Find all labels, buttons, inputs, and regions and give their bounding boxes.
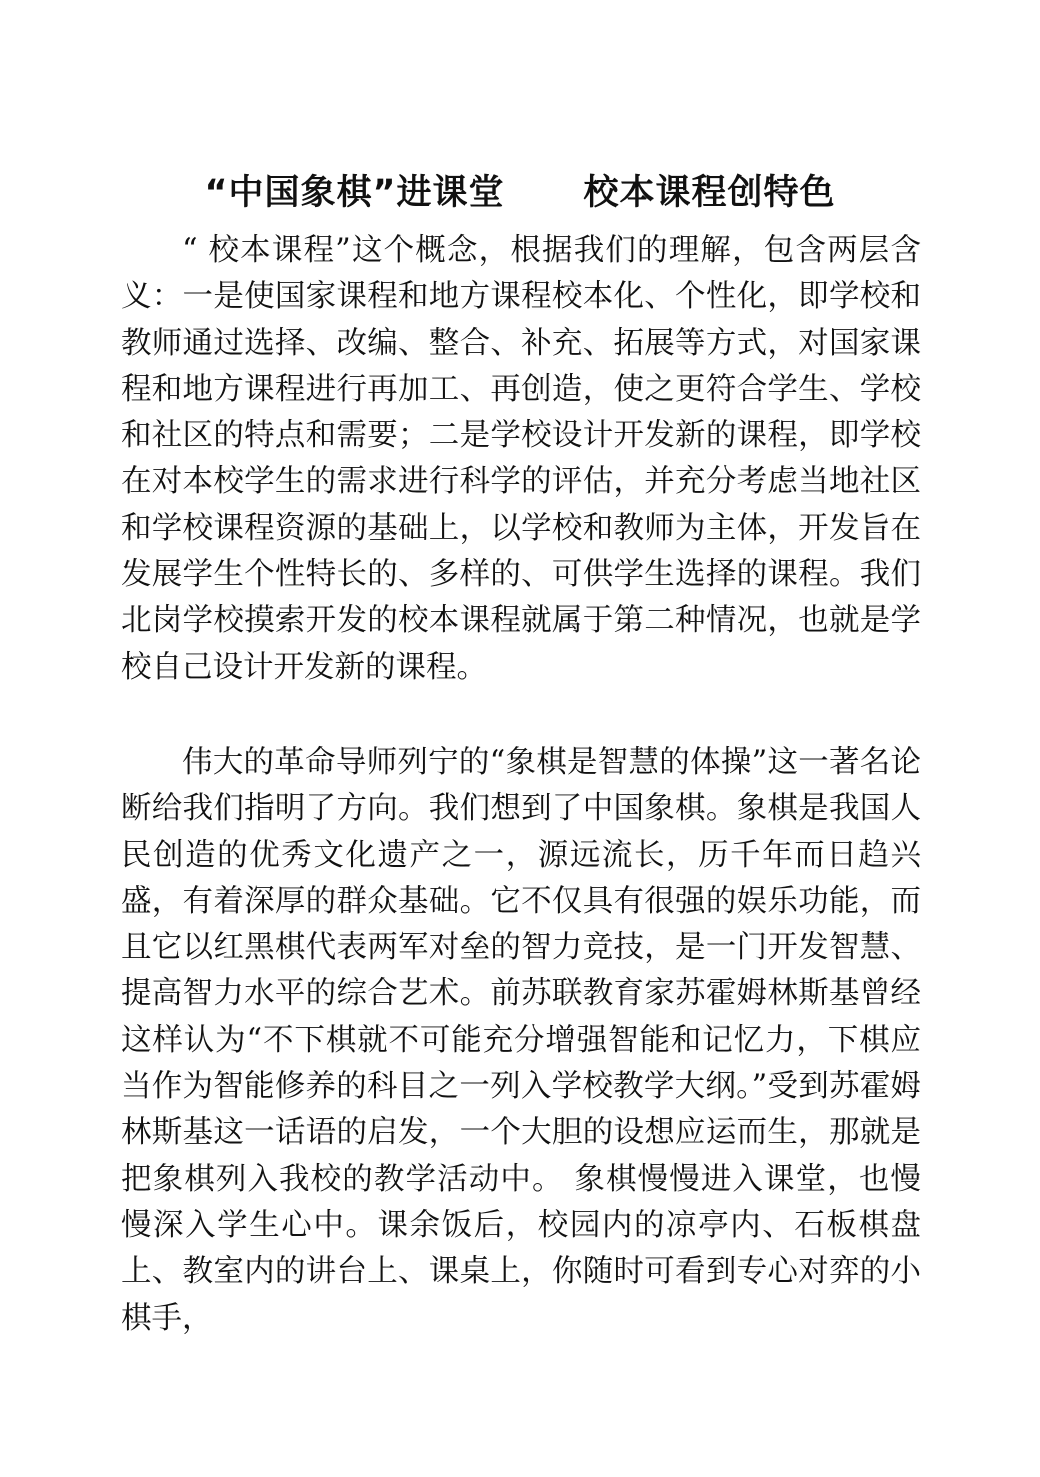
document-title: “中国象棋”进课堂 校本课程创特色 bbox=[204, 173, 836, 213]
paragraph-school-curriculum-concept: “ 校本课程”这个概念，根据我们的理解，包含两层含义：一是使国家课程和地方课程校本化、个性化，即学校和教师通过选择、改编、整合、补充、拓展等方式，对国家课程和地方课程进行再加工、再创造，使之更符合学生、学校和社区的特点和需要；二是学校设计开发新的课程，即学校在对本校学生的需求进行科学的评估，并充分考虑当地社区和学校课程资源的基础上，以学校和教师为主体，开发旨在发展学生个性特长的、多样的、可供学生选择的课程。我们北岗学校摸索开发的校本课程就属于第二种情况，也就是学校自己设计开发新的课程。 bbox=[121, 233, 921, 685]
paragraph-chinese-chess-introduction: 伟大的革命导师列宁的“象棋是智慧的体操”这一著名论断给我们指明了方向。我们想到了中国象棋。象棋是我国人民创造的优秀文化遗产之一，源远流长，历千年而日趋兴盛，有着深厚的群众基础。它不仅具有很强的娱乐功能，而且它以红黑棋代表两军对垒的智力竞技，是一门开发智慧、提高智力水平的综合艺术。前苏联教育家苏霍姆林斯基曾经这样认为“不下棋就不可能充分增强智能和记忆力，下棋应当作为智能修养的科目之一列入学校教学大纲。”受到苏霍姆林斯基这一话语的启发，一个大胆的设想应运而生，那就是把象棋列入我校的教学活动中。 象棋慢慢进入课堂，也慢慢深入学生心中。课余饭后，校园内的凉亭内、石板棋盘上、教室内的讲台上、课桌上，你随时可看到专心对弈的小棋手， bbox=[121, 745, 921, 1336]
